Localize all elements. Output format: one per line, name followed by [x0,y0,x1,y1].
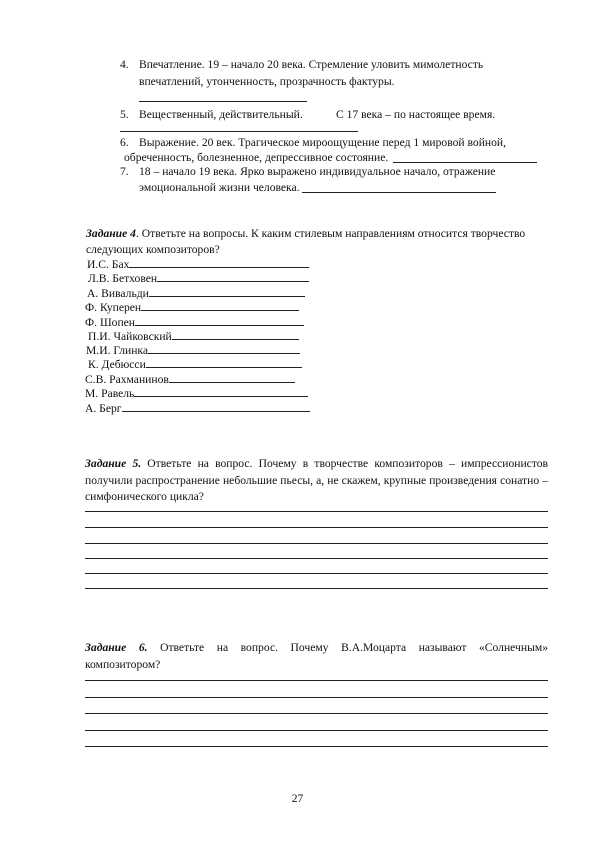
list-item-7 [120,165,495,178]
answer-line [85,588,548,589]
answer-line [302,192,496,193]
item-text: Вещественный, действительный. [139,108,303,121]
answer-line [157,271,309,282]
task-5-question: Ответьте на вопрос. Почему в творчестве композиторов – импрессионистов получили распространение небольшие пьесы, а, не скажем, крупные произведения сонатно – симфонического цикла? [85,457,548,503]
answer-line [85,573,548,574]
answer-line [85,680,548,681]
composer-item [88,329,299,344]
composer-item [85,300,299,315]
task-4-question: . Ответьте на вопросы. К каким стилевым направлениям относится творчество [135,227,526,240]
task-4-heading [86,227,525,240]
composer-name: К. Дебюсси [88,358,146,371]
composer-item [87,257,309,272]
item-number: 7. [120,165,129,178]
answer-line [85,511,548,512]
composer-name: М. Равель [85,387,135,400]
task-6-block [85,640,548,673]
task-5-block [85,456,548,506]
answer-line [393,162,537,163]
composer-name: П.И. Чайковский [88,330,172,343]
answer-line [85,527,548,528]
list-item-5 [120,108,303,121]
answer-line [141,300,299,311]
list-item-6-line2 [124,151,388,164]
item-text: 18 – начало 19 века. Ярко выражено индивидуальное начало, отражение [139,165,496,178]
composer-name: М.И. Глинка [86,344,149,357]
answer-line [169,372,295,383]
item-text: Впечатление. 19 – начало 20 века. Стремление уловить мимолетность [139,58,484,71]
answer-line [120,131,358,132]
composer-item [88,271,309,286]
answer-line [85,730,548,731]
list-item-6 [120,136,506,149]
composer-item [85,372,295,387]
page-number: 27 [291,792,304,805]
item-text: обреченность, болезненное, депрессивное состояние. [124,151,389,164]
composer-item [88,357,302,372]
item-number: 6. [120,136,129,149]
composer-name: И.С. Бах [87,258,130,271]
composer-item [85,315,304,330]
task-5-title: Задание 5. [85,457,142,470]
answer-line [146,357,302,368]
item-text: Выражение. 20 век. Трагическое мироощущение перед 1 мировой войной, [139,136,507,149]
task-6-question: Ответьте на вопрос. Почему В.А.Моцарта называют «Солнечным» композитором? [85,641,548,671]
composer-name: С.В. Рахманинов [85,373,169,386]
item-number: 5. [120,108,129,121]
list-item-4-line2: впечатлений, утонченность, прозрачность фактуры. [139,75,395,88]
composer-item [86,343,300,358]
answer-line [129,257,309,268]
list-item-7-line2: эмоциональной жизни человека. [139,181,300,194]
answer-line [85,697,548,698]
answer-line [139,101,307,102]
list-item-5-period: С 17 века – по настоящее время. [336,108,496,121]
composer-name: Л.В. Бетховен [88,272,158,285]
composer-name: Ф. Куперен [85,301,142,314]
composer-name: Ф. Шопен [85,316,136,329]
answer-line [148,343,300,354]
answer-line [85,746,548,747]
answer-line [172,329,299,340]
composer-item [85,386,308,401]
answer-line [122,401,310,412]
composer-name: А. Берг [85,402,122,415]
list-item-4 [120,58,483,71]
answer-line [149,286,305,297]
task-6-title: Задание 6. [85,641,148,654]
item-number: 4. [120,58,129,71]
answer-line [85,543,548,544]
task-4-question-line2: следующих композиторов? [86,243,220,256]
composer-item [87,286,305,301]
answer-line [135,315,304,326]
answer-line [85,558,548,559]
answer-line [134,386,308,397]
answer-line [85,713,548,714]
task-4-title: Задание 4 [86,227,136,240]
composer-item [85,401,310,416]
composer-name: А. Вивальди [87,287,149,300]
